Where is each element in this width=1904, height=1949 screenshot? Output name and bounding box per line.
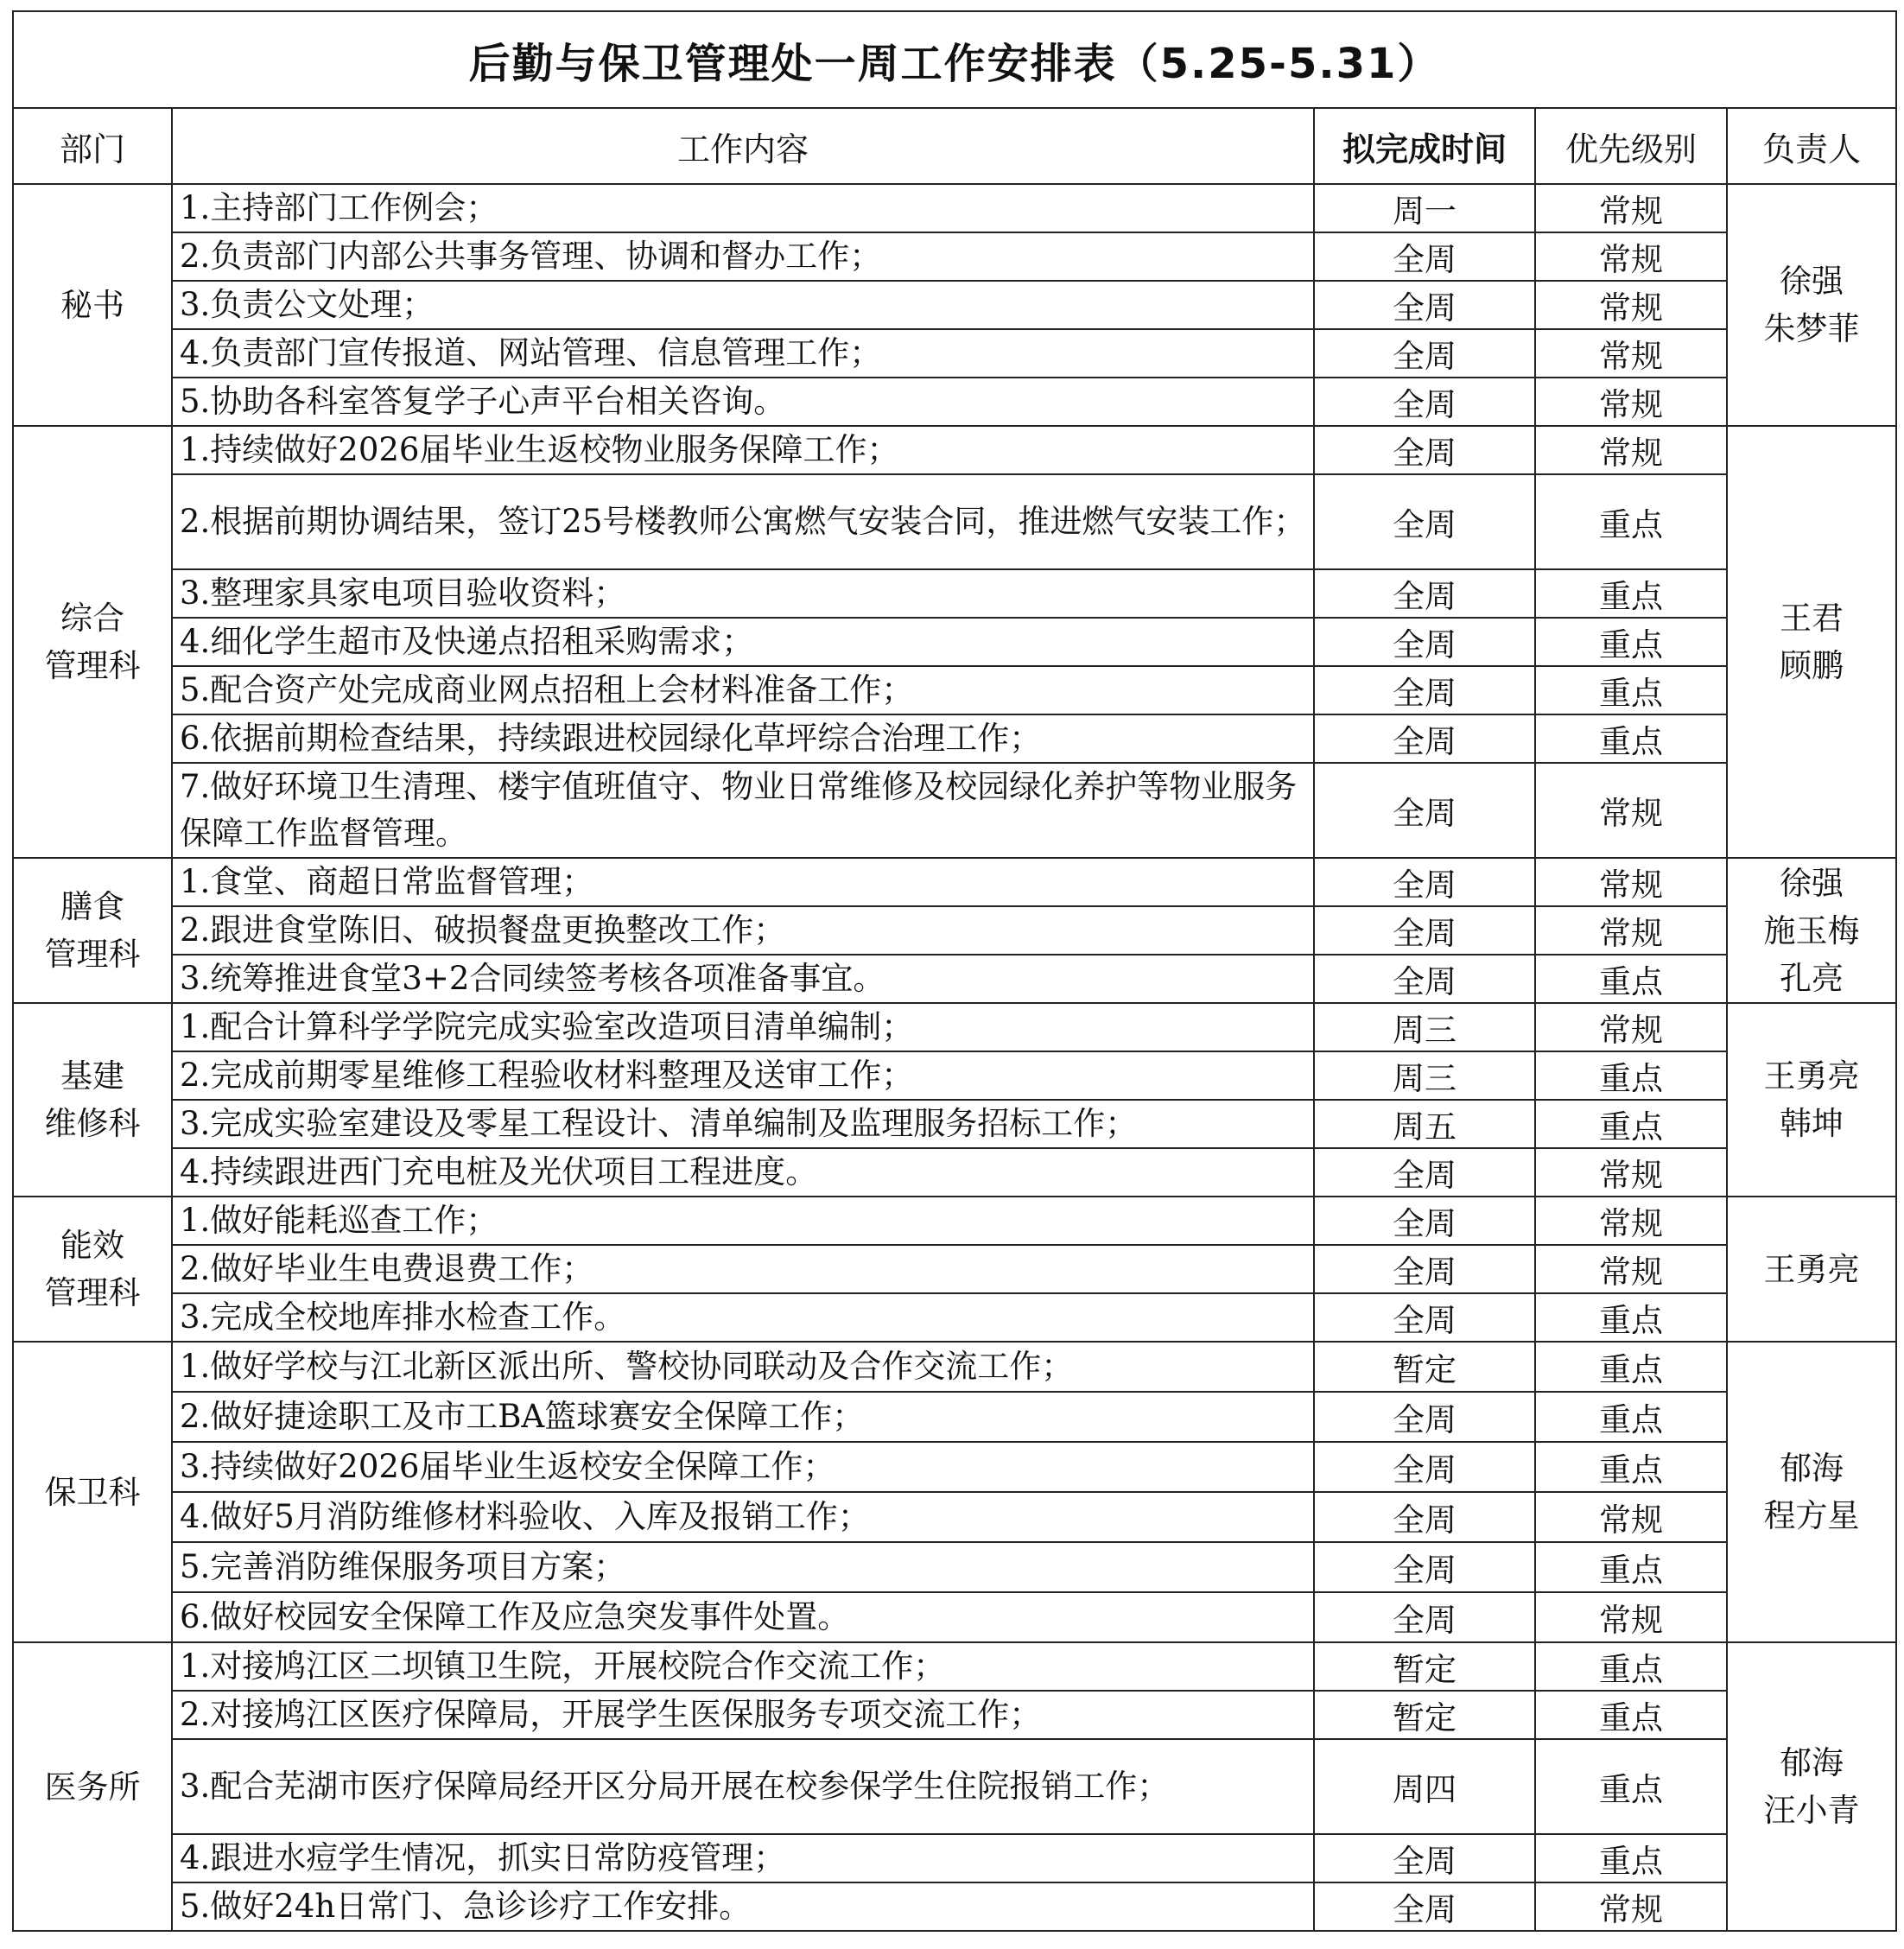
priority-cell: 常规 [1535, 1592, 1727, 1642]
table-row [13, 1542, 1896, 1592]
department-cell [13, 858, 172, 1003]
table-row [13, 666, 1896, 714]
table-row [13, 618, 1896, 666]
owner-cell [1727, 184, 1896, 426]
completion-time-cell: 全周 [1314, 569, 1535, 618]
completion-time-cell: 暂定 [1314, 1642, 1535, 1691]
owner-cell [1727, 1197, 1896, 1342]
owner-cell [1727, 1003, 1896, 1197]
completion-time-cell: 全周 [1314, 858, 1535, 906]
completion-time-cell: 全周 [1314, 1492, 1535, 1542]
department-cell [13, 1342, 172, 1642]
priority-cell: 常规 [1535, 1197, 1727, 1245]
priority-cell: 常规 [1535, 184, 1727, 232]
department-name-line: 基建 [60, 1057, 124, 1095]
task-content-cell: 2.负责部门内部公共事务管理、协调和督办工作； [172, 232, 1314, 281]
task-content-cell: 4.负责部门宣传报道、网站管理、信息管理工作； [172, 329, 1314, 378]
table-row [13, 1442, 1896, 1492]
table-row [13, 858, 1896, 906]
department-cell [13, 426, 172, 858]
task-content-cell: 1.做好学校与江北新区派出所、警校协同联动及合作交流工作； [172, 1342, 1314, 1392]
owner-name: 郁海 [1780, 1450, 1844, 1487]
completion-time-cell: 全周 [1314, 1592, 1535, 1642]
owner-name: 孔亮 [1780, 959, 1844, 997]
completion-time-cell: 全周 [1314, 1148, 1535, 1197]
owner-name: 汪小青 [1763, 1792, 1860, 1829]
priority-cell: 常规 [1535, 1882, 1727, 1931]
table-row [13, 281, 1896, 329]
completion-time-cell: 全周 [1314, 1442, 1535, 1492]
table-row [13, 329, 1896, 378]
task-content-cell: 3.统筹推进食堂3+2合同续签考核各项准备事宜。 [172, 955, 1314, 1003]
priority-cell: 重点 [1535, 955, 1727, 1003]
priority-cell: 常规 [1535, 426, 1727, 474]
priority-cell: 常规 [1535, 232, 1727, 281]
task-content-cell: 1.对接鸠江区二坝镇卫生院，开展校院合作交流工作； [172, 1642, 1314, 1691]
table-row [13, 1051, 1896, 1100]
task-content-cell: 3.完成全校地库排水检查工作。 [172, 1293, 1314, 1342]
table-row [13, 1834, 1896, 1882]
priority-cell: 重点 [1535, 569, 1727, 618]
table-row [13, 1100, 1896, 1148]
task-content-cell: 4.持续跟进西门充电桩及光伏项目工程进度。 [172, 1148, 1314, 1197]
priority-cell: 重点 [1535, 1051, 1727, 1100]
task-content-cell: 6.做好校园安全保障工作及应急突发事件处置。 [172, 1592, 1314, 1642]
table-row [13, 1691, 1896, 1739]
table-row [13, 714, 1896, 763]
completion-time-cell: 全周 [1314, 714, 1535, 763]
table-row [13, 1342, 1896, 1392]
completion-time-cell: 全周 [1314, 329, 1535, 378]
department-name-line: 医务所 [44, 1768, 141, 1806]
completion-time-cell: 全周 [1314, 378, 1535, 426]
header-content: 工作内容 [172, 108, 1314, 184]
task-content-cell: 3.整理家具家电项目验收资料； [172, 569, 1314, 618]
table-row [13, 184, 1896, 232]
priority-cell: 重点 [1535, 1293, 1727, 1342]
task-content-cell: 5.做好24h日常门、急诊诊疗工作安排。 [172, 1882, 1314, 1931]
department-cell [13, 184, 172, 426]
task-content-cell: 3.持续做好2026届毕业生返校安全保障工作； [172, 1442, 1314, 1492]
task-content-cell: 2.对接鸠江区医疗保障局，开展学生医保服务专项交流工作； [172, 1691, 1314, 1739]
priority-cell: 重点 [1535, 474, 1727, 569]
owner-name: 程方星 [1763, 1497, 1860, 1534]
department-name-line: 管理科 [44, 1274, 141, 1311]
header-owner: 负责人 [1727, 108, 1896, 184]
completion-time-cell: 全周 [1314, 618, 1535, 666]
task-content-cell: 2.根据前期协调结果，签订25号楼教师公寓燃气安装合同，推进燃气安装工作； [172, 474, 1314, 569]
table-row [13, 426, 1896, 474]
task-content-cell: 4.细化学生超市及快递点招租采购需求； [172, 618, 1314, 666]
priority-cell: 重点 [1535, 618, 1727, 666]
owner-name: 朱梦菲 [1763, 310, 1860, 347]
task-content-cell: 2.跟进食堂陈旧、破损餐盘更换整改工作； [172, 906, 1314, 955]
department-name-line: 管理科 [44, 936, 141, 973]
table-row [13, 906, 1896, 955]
task-content-cell: 3.配合芜湖市医疗保障局经开区分局开展在校参保学生住院报销工作； [172, 1739, 1314, 1834]
priority-cell: 常规 [1535, 906, 1727, 955]
table-row [13, 1882, 1896, 1931]
priority-cell: 常规 [1535, 1148, 1727, 1197]
task-content-cell: 6.依据前期检查结果，持续跟进校园绿化草坪综合治理工作； [172, 714, 1314, 763]
task-content-cell: 2.完成前期零星维修工程验收材料整理及送审工作； [172, 1051, 1314, 1100]
completion-time-cell: 全周 [1314, 1245, 1535, 1293]
task-content-cell: 7.做好环境卫生清理、楼宇值班值守、物业日常维修及校园绿化养护等物业服务保障工作监督管理。 [172, 763, 1314, 858]
owner-name: 顾鹏 [1780, 647, 1844, 684]
task-content-cell: 5.完善消防维保服务项目方案； [172, 1542, 1314, 1592]
priority-cell: 常规 [1535, 378, 1727, 426]
table-row [13, 378, 1896, 426]
priority-cell: 重点 [1535, 1642, 1727, 1691]
task-content-cell: 3.负责公文处理； [172, 281, 1314, 329]
table-row [13, 1197, 1896, 1245]
table-row [13, 763, 1896, 858]
header-priority: 优先级别 [1535, 108, 1727, 184]
owner-name: 王勇亮 [1763, 1057, 1860, 1095]
priority-cell: 重点 [1535, 714, 1727, 763]
priority-cell: 常规 [1535, 763, 1727, 858]
completion-time-cell: 周三 [1314, 1003, 1535, 1051]
completion-time-cell: 全周 [1314, 1392, 1535, 1442]
owner-name: 王君 [1780, 600, 1844, 637]
completion-time-cell: 全周 [1314, 906, 1535, 955]
table-row [13, 1642, 1896, 1691]
task-content-cell: 3.完成实验室建设及零星工程设计、清单编制及监理服务招标工作； [172, 1100, 1314, 1148]
header-dept: 部门 [13, 108, 172, 184]
completion-time-cell: 全周 [1314, 232, 1535, 281]
priority-cell: 重点 [1535, 1442, 1727, 1492]
table-row [13, 1739, 1896, 1834]
completion-time-cell: 全周 [1314, 955, 1535, 1003]
table-row [13, 474, 1896, 569]
completion-time-cell: 全周 [1314, 666, 1535, 714]
schedule-sheet [12, 10, 1895, 1932]
priority-cell: 常规 [1535, 1492, 1727, 1542]
department-name-line: 保卫科 [44, 1473, 141, 1511]
completion-time-cell: 全周 [1314, 1197, 1535, 1245]
completion-time-cell: 全周 [1314, 763, 1535, 858]
priority-cell: 重点 [1535, 1542, 1727, 1592]
task-content-cell: 2.做好捷途职工及市工BA篮球赛安全保障工作； [172, 1392, 1314, 1442]
task-content-cell: 5.配合资产处完成商业网点招租上会材料准备工作； [172, 666, 1314, 714]
completion-time-cell: 全周 [1314, 281, 1535, 329]
table-row [13, 1293, 1896, 1342]
task-content-cell: 4.做好5月消防维修材料验收、入库及报销工作； [172, 1492, 1314, 1542]
owner-name: 王勇亮 [1763, 1250, 1860, 1288]
department-cell [13, 1197, 172, 1342]
department-name-line: 能效 [60, 1227, 124, 1264]
completion-time-cell: 全周 [1314, 1542, 1535, 1592]
table-row [13, 955, 1896, 1003]
priority-cell: 重点 [1535, 1691, 1727, 1739]
table-row [13, 1392, 1896, 1442]
schedule-table [12, 10, 1897, 1932]
completion-time-cell: 周三 [1314, 1051, 1535, 1100]
owner-name: 徐强 [1780, 864, 1844, 902]
task-content-cell: 1.做好能耗巡查工作； [172, 1197, 1314, 1245]
owner-name: 郁海 [1780, 1744, 1844, 1781]
completion-time-cell: 周五 [1314, 1100, 1535, 1148]
task-content-cell: 1.食堂、商超日常监督管理； [172, 858, 1314, 906]
priority-cell: 重点 [1535, 1834, 1727, 1882]
priority-cell: 重点 [1535, 1100, 1727, 1148]
department-name-line: 秘书 [60, 286, 124, 324]
task-content-cell: 1.主持部门工作例会； [172, 184, 1314, 232]
priority-cell: 重点 [1535, 1342, 1727, 1392]
table-row [13, 232, 1896, 281]
priority-cell: 常规 [1535, 329, 1727, 378]
completion-time-cell: 暂定 [1314, 1691, 1535, 1739]
owner-name: 施玉梅 [1763, 911, 1860, 949]
owner-name: 徐强 [1780, 263, 1844, 300]
owner-cell [1727, 426, 1896, 858]
completion-time-cell: 全周 [1314, 426, 1535, 474]
header-time: 拟完成时间 [1314, 108, 1535, 184]
owner-cell [1727, 1342, 1896, 1642]
owner-cell [1727, 858, 1896, 1003]
priority-cell: 常规 [1535, 1245, 1727, 1293]
completion-time-cell: 周一 [1314, 184, 1535, 232]
task-content-cell: 4.跟进水痘学生情况，抓实日常防疫管理； [172, 1834, 1314, 1882]
table-row [13, 569, 1896, 618]
priority-cell: 常规 [1535, 1003, 1727, 1051]
department-cell [13, 1003, 172, 1197]
page-title: 后勤与保卫管理处一周工作安排表（5.25-5.31） [13, 11, 1896, 108]
department-cell [13, 1642, 172, 1931]
priority-cell: 常规 [1535, 858, 1727, 906]
task-content-cell: 2.做好毕业生电费退费工作； [172, 1245, 1314, 1293]
task-content-cell: 1.持续做好2026届毕业生返校物业服务保障工作； [172, 426, 1314, 474]
task-content-cell: 1.配合计算科学学院完成实验室改造项目清单编制； [172, 1003, 1314, 1051]
completion-time-cell: 全周 [1314, 1293, 1535, 1342]
table-row [13, 1592, 1896, 1642]
priority-cell: 重点 [1535, 666, 1727, 714]
completion-time-cell: 全周 [1314, 474, 1535, 569]
completion-time-cell: 暂定 [1314, 1342, 1535, 1392]
completion-time-cell: 全周 [1314, 1882, 1535, 1931]
priority-cell: 常规 [1535, 281, 1727, 329]
department-name-line: 维修科 [44, 1105, 141, 1142]
table-row [13, 1245, 1896, 1293]
priority-cell: 重点 [1535, 1392, 1727, 1442]
completion-time-cell: 周四 [1314, 1739, 1535, 1834]
priority-cell: 重点 [1535, 1739, 1727, 1834]
table-row [13, 1492, 1896, 1542]
department-name-line: 综合 [60, 600, 124, 637]
table-row [13, 1003, 1896, 1051]
owner-cell [1727, 1642, 1896, 1931]
department-name-line: 管理科 [44, 647, 141, 684]
department-name-line: 膳食 [60, 888, 124, 925]
owner-name: 韩坤 [1780, 1105, 1844, 1142]
completion-time-cell: 全周 [1314, 1834, 1535, 1882]
table-row [13, 1148, 1896, 1197]
task-content-cell: 5.协助各科室答复学子心声平台相关咨询。 [172, 378, 1314, 426]
